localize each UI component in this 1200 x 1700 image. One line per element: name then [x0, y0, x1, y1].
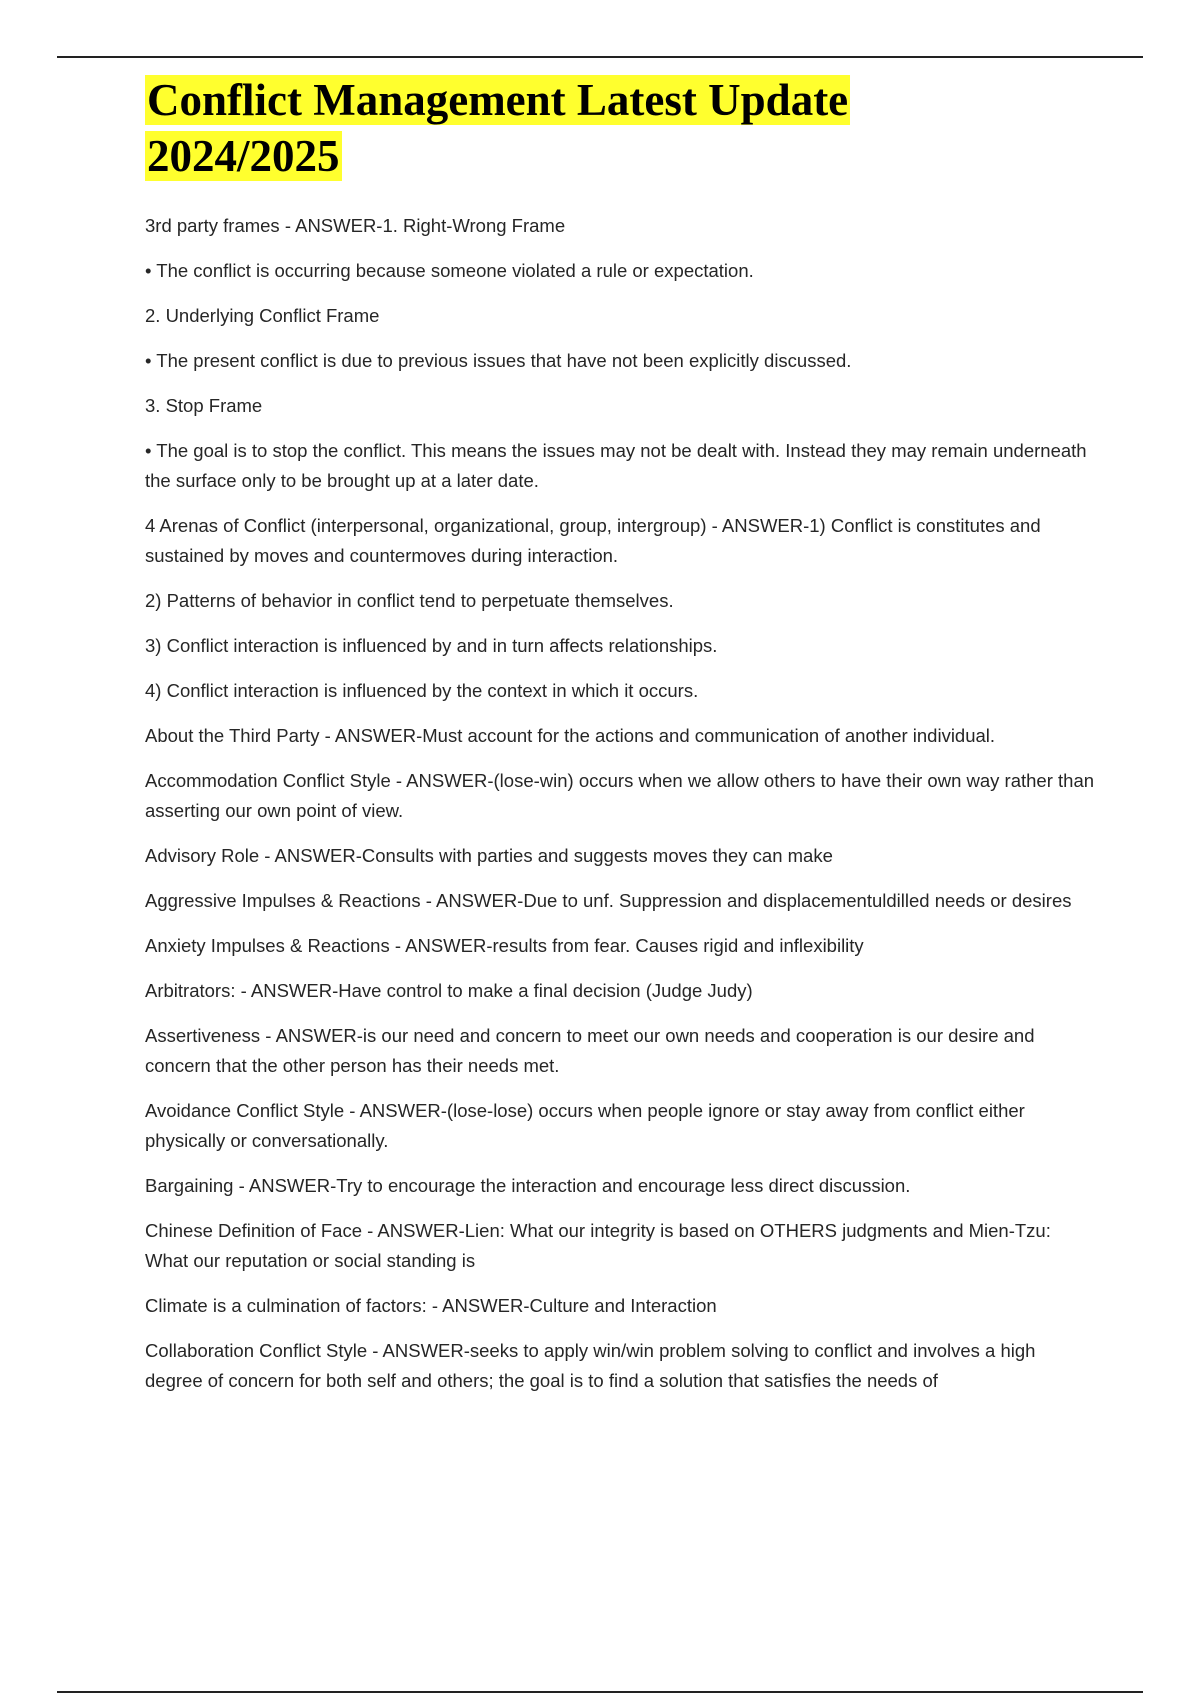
paragraph: Climate is a culmination of factors: - ANSWER-Culture and Interaction	[145, 1295, 717, 1316]
paragraph: 2) Patterns of behavior in conflict tend to perpetuate themselves.	[145, 590, 674, 611]
paragraph: • The conflict is occurring because someone violated a rule or expectation.	[145, 260, 754, 281]
paragraph: Assertiveness - ANSWER-is our need and concern to meet our own needs and cooperation is our desire and concern that the other person has their needs met.	[145, 1025, 1035, 1076]
paragraph: Aggressive Impulses & Reactions - ANSWER-Due to unf. Suppression and displacementuldilled needs or desires	[145, 890, 1072, 911]
title-line-1: Conflict Management Latest Update	[147, 75, 849, 125]
paragraph: 3rd party frames - ANSWER-1. Right-Wrong Frame	[145, 215, 566, 236]
paragraph: 4 Arenas of Conflict (interpersonal, organizational, group, intergroup) - ANSWER-1) Conflict is constitutes and sustained by moves and countermoves during interaction.	[145, 515, 1041, 566]
bottom-rule	[57, 1691, 1143, 1693]
paragraph: 2. Underlying Conflict Frame	[145, 305, 380, 326]
document-body	[145, 211, 1095, 1411]
title-line-2: 2024/2025	[147, 131, 340, 181]
paragraph: • The goal is to stop the conflict. This means the issues may not be dealt with. Instead they may remain underneath the surface only to be brought up at a later date.	[145, 440, 1087, 491]
paragraph: 4) Conflict interaction is influenced by the context in which it occurs.	[145, 680, 699, 701]
paragraph: About the Third Party - ANSWER-Must account for the actions and communication of another individual.	[145, 725, 996, 746]
paragraph: Arbitrators: - ANSWER-Have control to make a final decision (Judge Judy)	[145, 980, 753, 1001]
paragraph: 3. Stop Frame	[145, 395, 263, 416]
paragraph: Anxiety Impulses & Reactions - ANSWER-results from fear. Causes rigid and inflexibility	[145, 935, 864, 956]
paragraph: Advisory Role - ANSWER-Consults with parties and suggests moves they can make	[145, 845, 833, 866]
paragraph: 3) Conflict interaction is influenced by and in turn affects relationships.	[145, 635, 718, 656]
paragraph: Accommodation Conflict Style - ANSWER-(lose-win) occurs when we allow others to have their own way rather than asserting our own point of view.	[145, 770, 1095, 821]
paragraph: Chinese Definition of Face - ANSWER-Lien: What our integrity is based on OTHERS judgments and Mien-Tzu: What our reputation or social standing is	[145, 1220, 1051, 1271]
page-title	[145, 72, 1125, 184]
paragraph: • The present conflict is due to previous issues that have not been explicitly discussed.	[145, 350, 852, 371]
paragraph: Collaboration Conflict Style - ANSWER-seeks to apply win/win problem solving to conflict and involves a high degree of concern for both self and others; the goal is to find a solution that satisfies the needs of	[145, 1340, 1036, 1391]
top-rule	[57, 56, 1143, 58]
paragraph: Bargaining - ANSWER-Try to encourage the interaction and encourage less direct discussion.	[145, 1175, 911, 1196]
paragraph: Avoidance Conflict Style - ANSWER-(lose-lose) occurs when people ignore or stay away from conflict either physically or conversationally.	[145, 1100, 1025, 1151]
